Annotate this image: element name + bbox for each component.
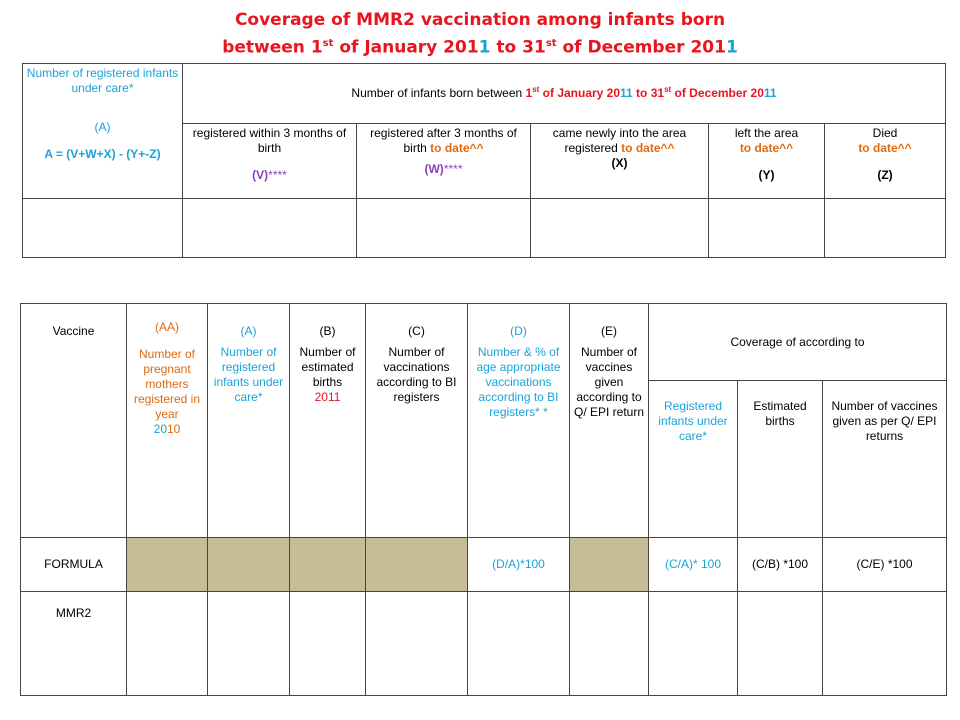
data-cell-v[interactable] <box>183 199 357 258</box>
formula-cell-b <box>290 538 366 592</box>
registered-infants-label: Number of registered infants under care* <box>26 66 179 95</box>
col-e-header <box>570 304 649 538</box>
registration-table <box>22 63 946 258</box>
col-aa-code: (AA) <box>155 320 179 334</box>
col-w-header <box>357 124 531 199</box>
coverage-estimated-header: Estimated births <box>738 381 823 538</box>
col-aa-header <box>127 304 208 538</box>
data-cell-w[interactable] <box>357 199 531 258</box>
page-title <box>0 8 960 60</box>
col-x-todate: to date^^ <box>617 141 675 155</box>
coverage-header: Coverage of according to <box>649 304 947 381</box>
col-a-code: (A) <box>94 120 111 134</box>
col-a-label: Number of registered infants under care* <box>213 345 284 404</box>
formula-cell-e <box>570 538 649 592</box>
formula-cell-d: (D/A)*100 <box>468 538 570 592</box>
col-y-code: (Y) <box>758 168 775 182</box>
formula-cell-c <box>366 538 468 592</box>
mmr2-coverage-registered[interactable] <box>649 592 738 696</box>
title-text: of January 201 <box>333 37 479 58</box>
title-year-digit: 1 <box>478 37 491 58</box>
col-b-code: (B) <box>319 324 336 338</box>
col-z-todate: to date^^ <box>858 141 912 155</box>
mmr2-cell-b[interactable] <box>290 592 366 696</box>
coverage-registered-header: Registered infants under care* <box>649 381 738 538</box>
mmr2-cell-e[interactable] <box>570 592 649 696</box>
col-w-code: (W) <box>424 162 444 176</box>
header-sup: st <box>664 85 672 94</box>
col-z-header <box>825 124 946 199</box>
col-a-code: (A) <box>240 324 257 338</box>
col-a-formula: A = (V+W+X) - (Y+-Z) <box>44 147 161 161</box>
col-d-code: (D) <box>510 324 527 338</box>
title-sup: st <box>545 38 557 49</box>
title-text: between 1 <box>222 37 323 58</box>
col-b-header <box>290 304 366 538</box>
col-w-label: registered after 3 months of birth <box>370 126 517 155</box>
col-c-label: Number of vaccinations according to BI registers <box>376 345 457 404</box>
col-v-code: (V) <box>252 168 269 182</box>
col-v-header <box>183 124 357 199</box>
col-x-code: (X) <box>611 156 628 170</box>
col-b-label: Number of estimated births <box>299 345 356 389</box>
header-text: Number of infants born between <box>351 86 526 100</box>
vaccine-header: Vaccine <box>21 304 127 538</box>
mmr2-cell-d[interactable] <box>468 592 570 696</box>
coverage-returns-header: Number of vaccines given as per Q/ EPI returns <box>823 381 947 538</box>
formula-cell-a <box>208 538 290 592</box>
data-cell-a[interactable] <box>23 199 183 258</box>
col-z-label: Died <box>872 126 898 140</box>
mmr2-cell-a[interactable] <box>208 592 290 696</box>
col-w-todate: to date^^ <box>426 141 484 155</box>
formula-cell-aa <box>127 538 208 592</box>
mmr2-row-label: MMR2 <box>21 592 127 696</box>
title-line-1: Coverage of MMR2 vaccination among infants born <box>234 10 726 30</box>
col-b-year: 2011 <box>314 390 341 404</box>
header-year: 11 <box>620 86 633 100</box>
col-v-stars: **** <box>268 168 287 182</box>
col-d-header <box>468 304 570 538</box>
header-sup: st <box>532 85 540 94</box>
col-a-header <box>208 304 290 538</box>
col-y-label: left the area <box>734 126 799 140</box>
col-e-code: (E) <box>601 324 617 338</box>
col-z-code: (Z) <box>877 168 893 182</box>
data-cell-y[interactable] <box>709 199 825 258</box>
header-text: to 31 <box>632 86 665 100</box>
registered-infants-header <box>23 64 183 199</box>
title-text: of December 201 <box>556 37 726 58</box>
header-text: of January 20 <box>539 86 621 100</box>
title-sup: st <box>322 38 334 49</box>
col-w-stars: **** <box>443 162 463 176</box>
header-text: 1 <box>525 86 533 100</box>
col-y-todate: to date^^ <box>739 141 794 155</box>
col-e-label: Number of vaccines given according to Q/ EPI return <box>573 345 645 419</box>
formula-coverage-registered: (C/A)* 100 <box>649 538 738 592</box>
col-y-header <box>709 124 825 199</box>
formula-coverage-returns: (C/E) *100 <box>823 538 947 592</box>
col-aa-year: 20 <box>153 422 167 436</box>
header-text: of December 20 <box>671 86 764 100</box>
mmr2-coverage-estimated[interactable] <box>738 592 823 696</box>
mmr2-cell-aa[interactable] <box>127 592 208 696</box>
title-year-digit: 1 <box>725 37 738 58</box>
col-x-header <box>531 124 709 199</box>
col-aa-year: 10 <box>167 422 181 436</box>
col-c-header <box>366 304 468 538</box>
title-line-2 <box>0 32 960 60</box>
formula-coverage-estimated: (C/B) *100 <box>738 538 823 592</box>
mmr2-cell-c[interactable] <box>366 592 468 696</box>
col-aa-label: Number of pregnant mothers registered in year <box>133 347 201 421</box>
col-x-label: came newly into the area registered <box>552 126 687 155</box>
data-cell-z[interactable] <box>825 199 946 258</box>
formula-label: FORMULA <box>21 538 127 592</box>
col-d-label: Number & % of age appropriate vaccinations according to BI registers* * <box>476 345 561 419</box>
col-v-label: registered within 3 months of birth <box>192 126 347 155</box>
col-c-code: (C) <box>408 324 425 338</box>
mmr2-coverage-returns[interactable] <box>823 592 947 696</box>
header-year: 11 <box>763 86 777 100</box>
infants-born-header <box>183 64 946 124</box>
title-text: to 31 <box>490 37 546 58</box>
coverage-table <box>20 303 947 696</box>
data-cell-x[interactable] <box>531 199 709 258</box>
